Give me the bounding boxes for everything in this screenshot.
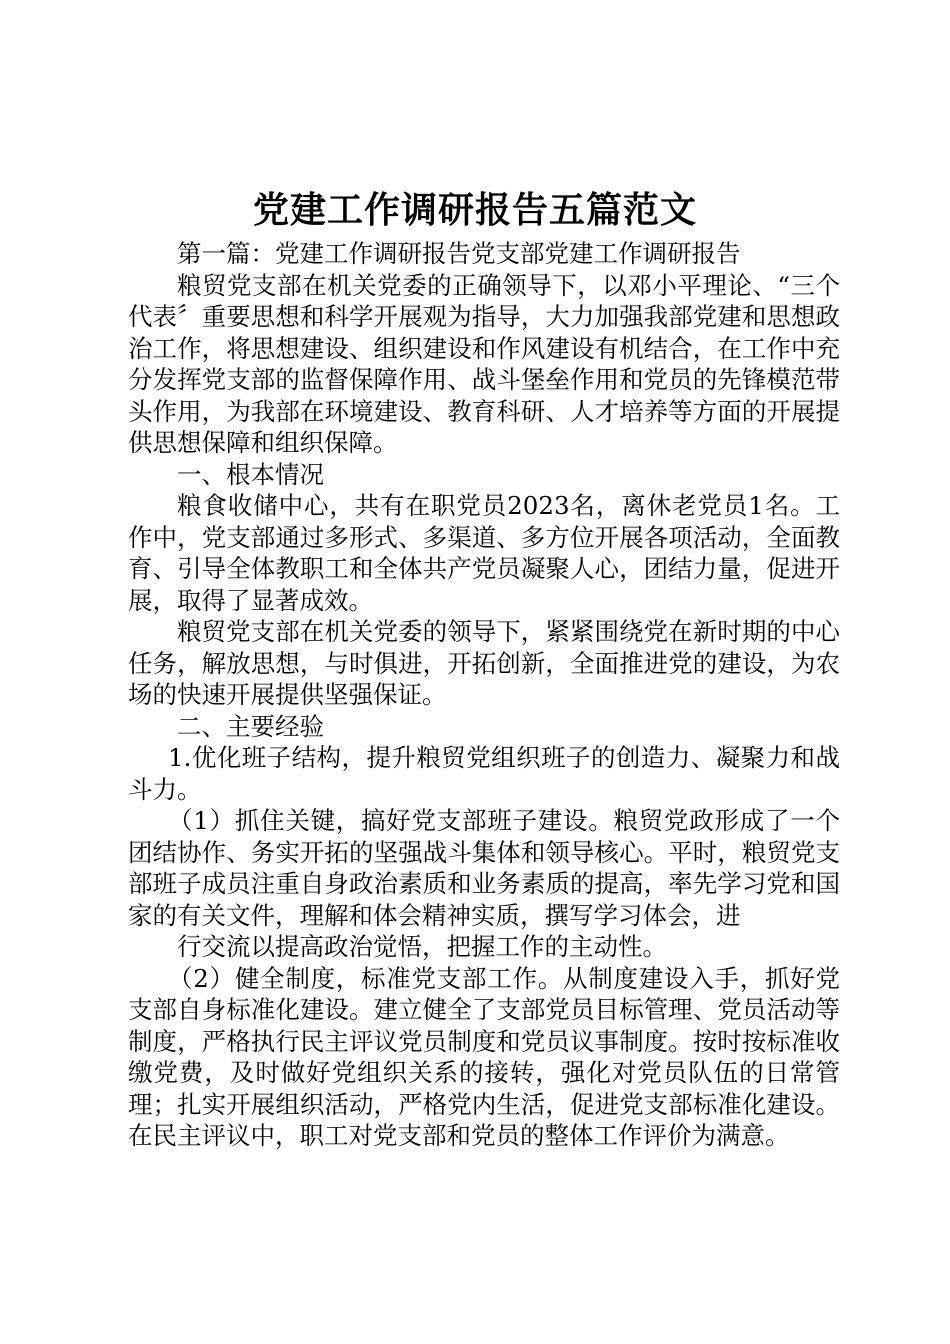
document-body [128, 238, 840, 1152]
section-heading-basic-situation: 一、根本情况 [177, 459, 324, 489]
paragraph-item-1-1-continued: 行交流以提高政治觉悟，把握工作的主动性。 [177, 932, 667, 961]
paragraph-item-1-2: （2）健全制度，标准党支部工作。从制度建设入手，抓好党支部自身标准化建设。建立健全了支部党员目标管理、党员活动等制度，严格执行民主评议党员制度和党员议事制度。按时按标准收缴党费，及时做好党组织关系的接转，强化对党员队伍的日常管理；扎实开展组织活动，严格党内生活，促进党支部标准化建设。在民主评议中，职工对党支部和党员的整体工作评价为满意。 [128, 963, 840, 1150]
paragraph-leadership: 粮贸党支部在机关党委的领导下，紧紧围绕党在新时期的中心任务，解放思想，与时俱进，开拓创新，全面推进党的建设，为农场的快速开展提供坚强保证。 [128, 617, 840, 709]
section-heading-main-experience: 二、主要经验 [177, 711, 324, 741]
paragraph-basic-situation: 粮食收储中心，共有在职党员2023名，离休老党员1名。工作中，党支部通过多形式、多渠道、多方位开展各项活动，全面教育、引导全体教职工和全体共产党员凝聚人心，团结力量，促进开展，取得了显著成效。 [128, 491, 840, 615]
document-title: 党建工作调研报告五篇范文 [252, 189, 697, 231]
paragraph-item-1: 1.优化班子结构，提升粮贸党组织班子的创造力、凝聚力和战斗力。 [128, 743, 840, 804]
section-heading-first: 第一篇：党建工作调研报告党支部党建工作调研报告 [177, 239, 741, 268]
paragraph-item-1-1: （1）抓住关键，搞好党支部班子建设。粮贸党政形成了一个团结协作、务实开拓的坚强战斗集体和领导核心。平时，粮贸党支部班子成员注重自身政治素质和业务素质的提高，率先学习党和国家的有关文件，理解和体会精神实质，撰写学习体会，进 [128, 806, 840, 930]
paragraph-intro: 粮贸党支部在机关党委的正确领导下，以邓小平理论、“三个代表〞重要思想和科学开展观为指导，大力加强我部党建和思想政治工作，将思想建设、组织建设和作风建设有机结合，在工作中充分发挥党支部的监督保障作用、战斗堡垒作用和党员的先锋模范带头作用，为我部在环境建设、教育科研、人才培养等方面的开展提供思想保障和组织保障。 [128, 270, 840, 457]
